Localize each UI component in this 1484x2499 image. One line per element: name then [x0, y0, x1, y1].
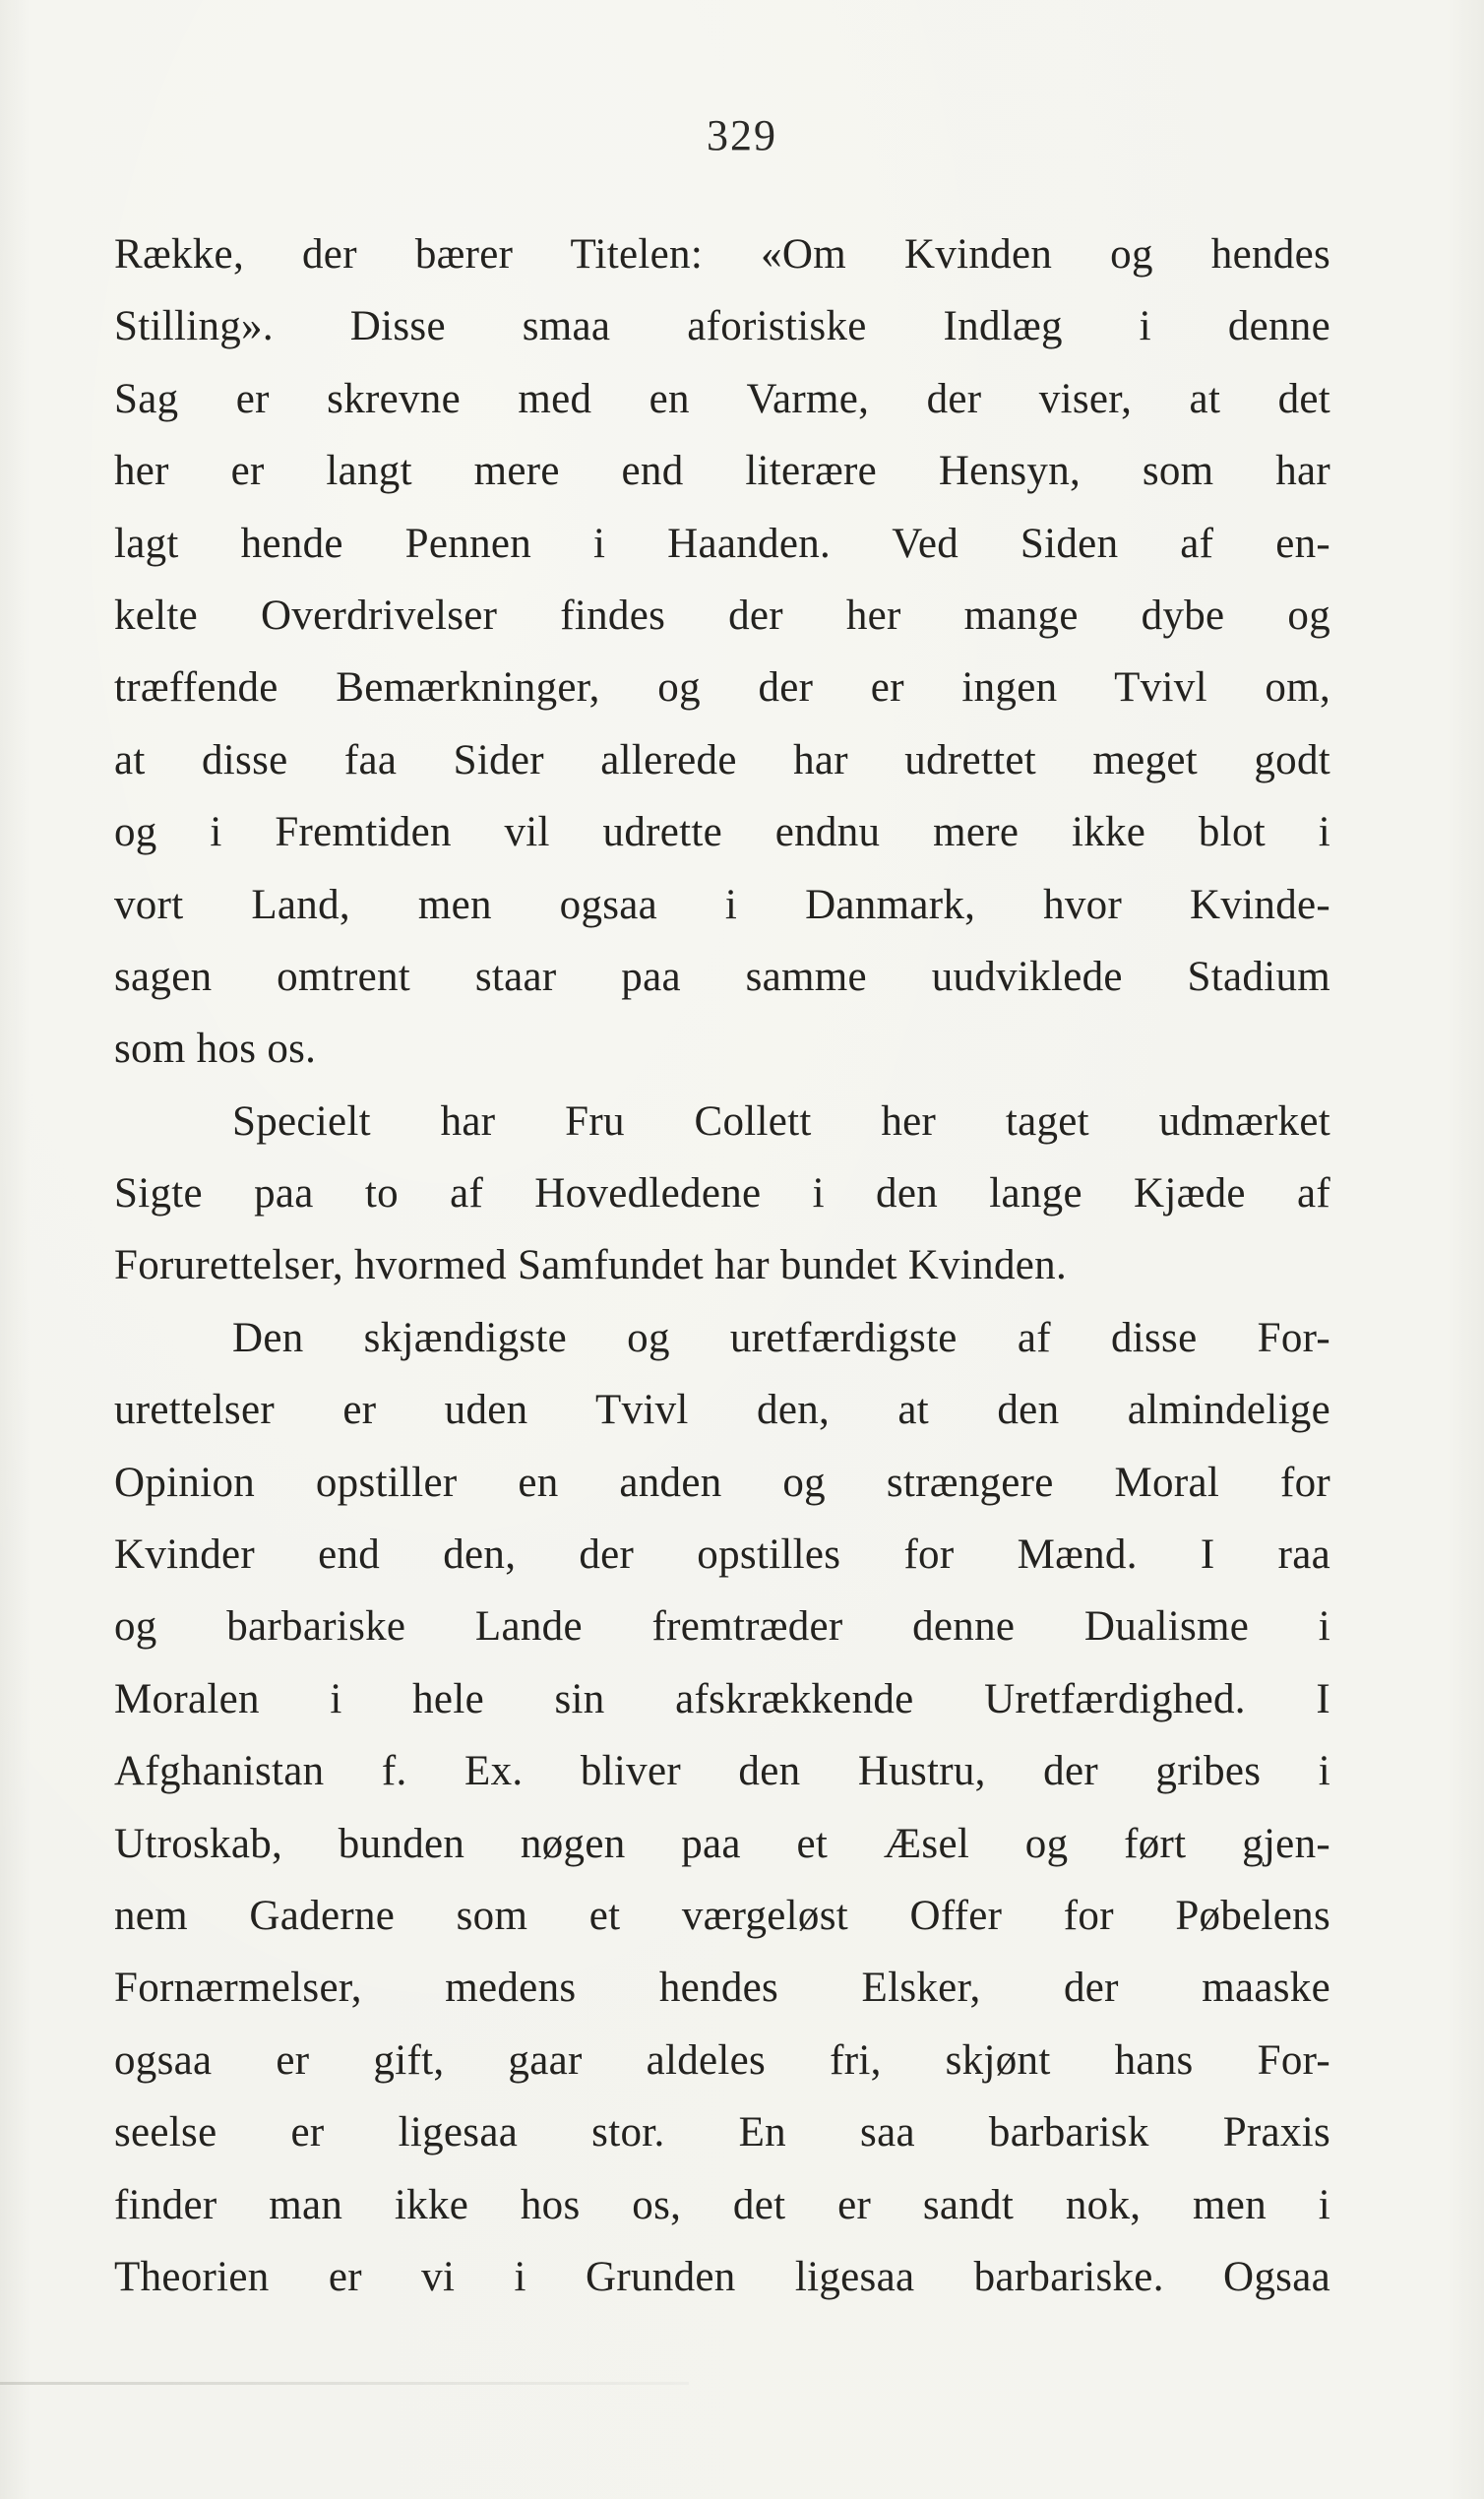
- text-line: Fornærmelser, medens hendes Elsker, der maaske: [114, 1965, 1330, 2012]
- text-line: Sag er skrevne med en Varme, der viser, at det: [114, 375, 1330, 422]
- text-line: Stilling». Disse smaa aforistiske Indlæg i denne: [114, 303, 1330, 350]
- text-line: sagen omtrent staar paa samme uudviklede Stadium: [114, 953, 1330, 1000]
- text-line: Moralen i hele sin afskrækkende Uretfærdighed. I: [114, 1675, 1330, 1722]
- text-line: Utroskab, bunden nøgen paa et Æsel og ført gjen-: [114, 1820, 1330, 1867]
- text-line: lagt hende Pennen i Haanden. Ved Siden af en-: [114, 520, 1330, 567]
- text-line: Theorien er vi i Grunden ligesaa barbariske. Ogsaa: [114, 2253, 1330, 2300]
- text-line: her er langt mere end literære Hensyn, som har: [114, 448, 1330, 495]
- paragraph-start-line: Den skjændigste og uretfærdigste af disse For-: [232, 1314, 1330, 1361]
- text-line: Afghanistan f. Ex. bliver den Hustru, der gribes i: [114, 1748, 1330, 1795]
- text-line: Opinion opstiller en anden og strængere Moral for: [114, 1459, 1330, 1506]
- text-line: træffende Bemærkninger, og der er ingen Tvivl om,: [114, 664, 1330, 712]
- page-number: 329: [707, 111, 777, 159]
- body-text: [114, 219, 1330, 2313]
- page-edge-shadow: [0, 2382, 689, 2385]
- text-line: kelte Overdrivelser findes der her mange dybe og: [114, 592, 1330, 639]
- paragraph-end-line: Forurettelser, hvormed Samfundet har bundet Kvinden.: [114, 1242, 1068, 1289]
- text-line: at disse faa Sider allerede har udrettet meget godt: [114, 736, 1330, 783]
- text-line: nem Gaderne som et værgeløst Offer for Pøbelens: [114, 1892, 1330, 1939]
- text-line: vort Land, men ogsaa i Danmark, hvor Kvinde-: [114, 881, 1330, 928]
- text-line: urettelser er uden Tvivl den, at den almindelige: [114, 1387, 1330, 1434]
- text-line: Række, der bærer Titelen: «Om Kvinden og hendes: [114, 231, 1330, 278]
- text-line: finder man ikke hos os, det er sandt nok, men i: [114, 2181, 1330, 2228]
- paragraph-end-line: som hos os.: [114, 1026, 317, 1073]
- text-line: ogsaa er gift, gaar aldeles fri, skjønt hans For-: [114, 2036, 1330, 2084]
- text-line: seelse er ligesaa stor. En saa barbarisk Praxis: [114, 2109, 1330, 2156]
- text-line: og barbariske Lande fremtræder denne Dualisme i: [114, 1603, 1330, 1651]
- paragraph-start-line: Specielt har Fru Collett her taget udmærket: [232, 1097, 1330, 1145]
- text-line: Sigte paa to af Hovedledene i den lange Kjæde af: [114, 1170, 1330, 1218]
- text-line: og i Fremtiden vil udrette endnu mere ikke blot i: [114, 809, 1330, 856]
- text-line: Kvinder end den, der opstilles for Mænd. I raa: [114, 1531, 1330, 1579]
